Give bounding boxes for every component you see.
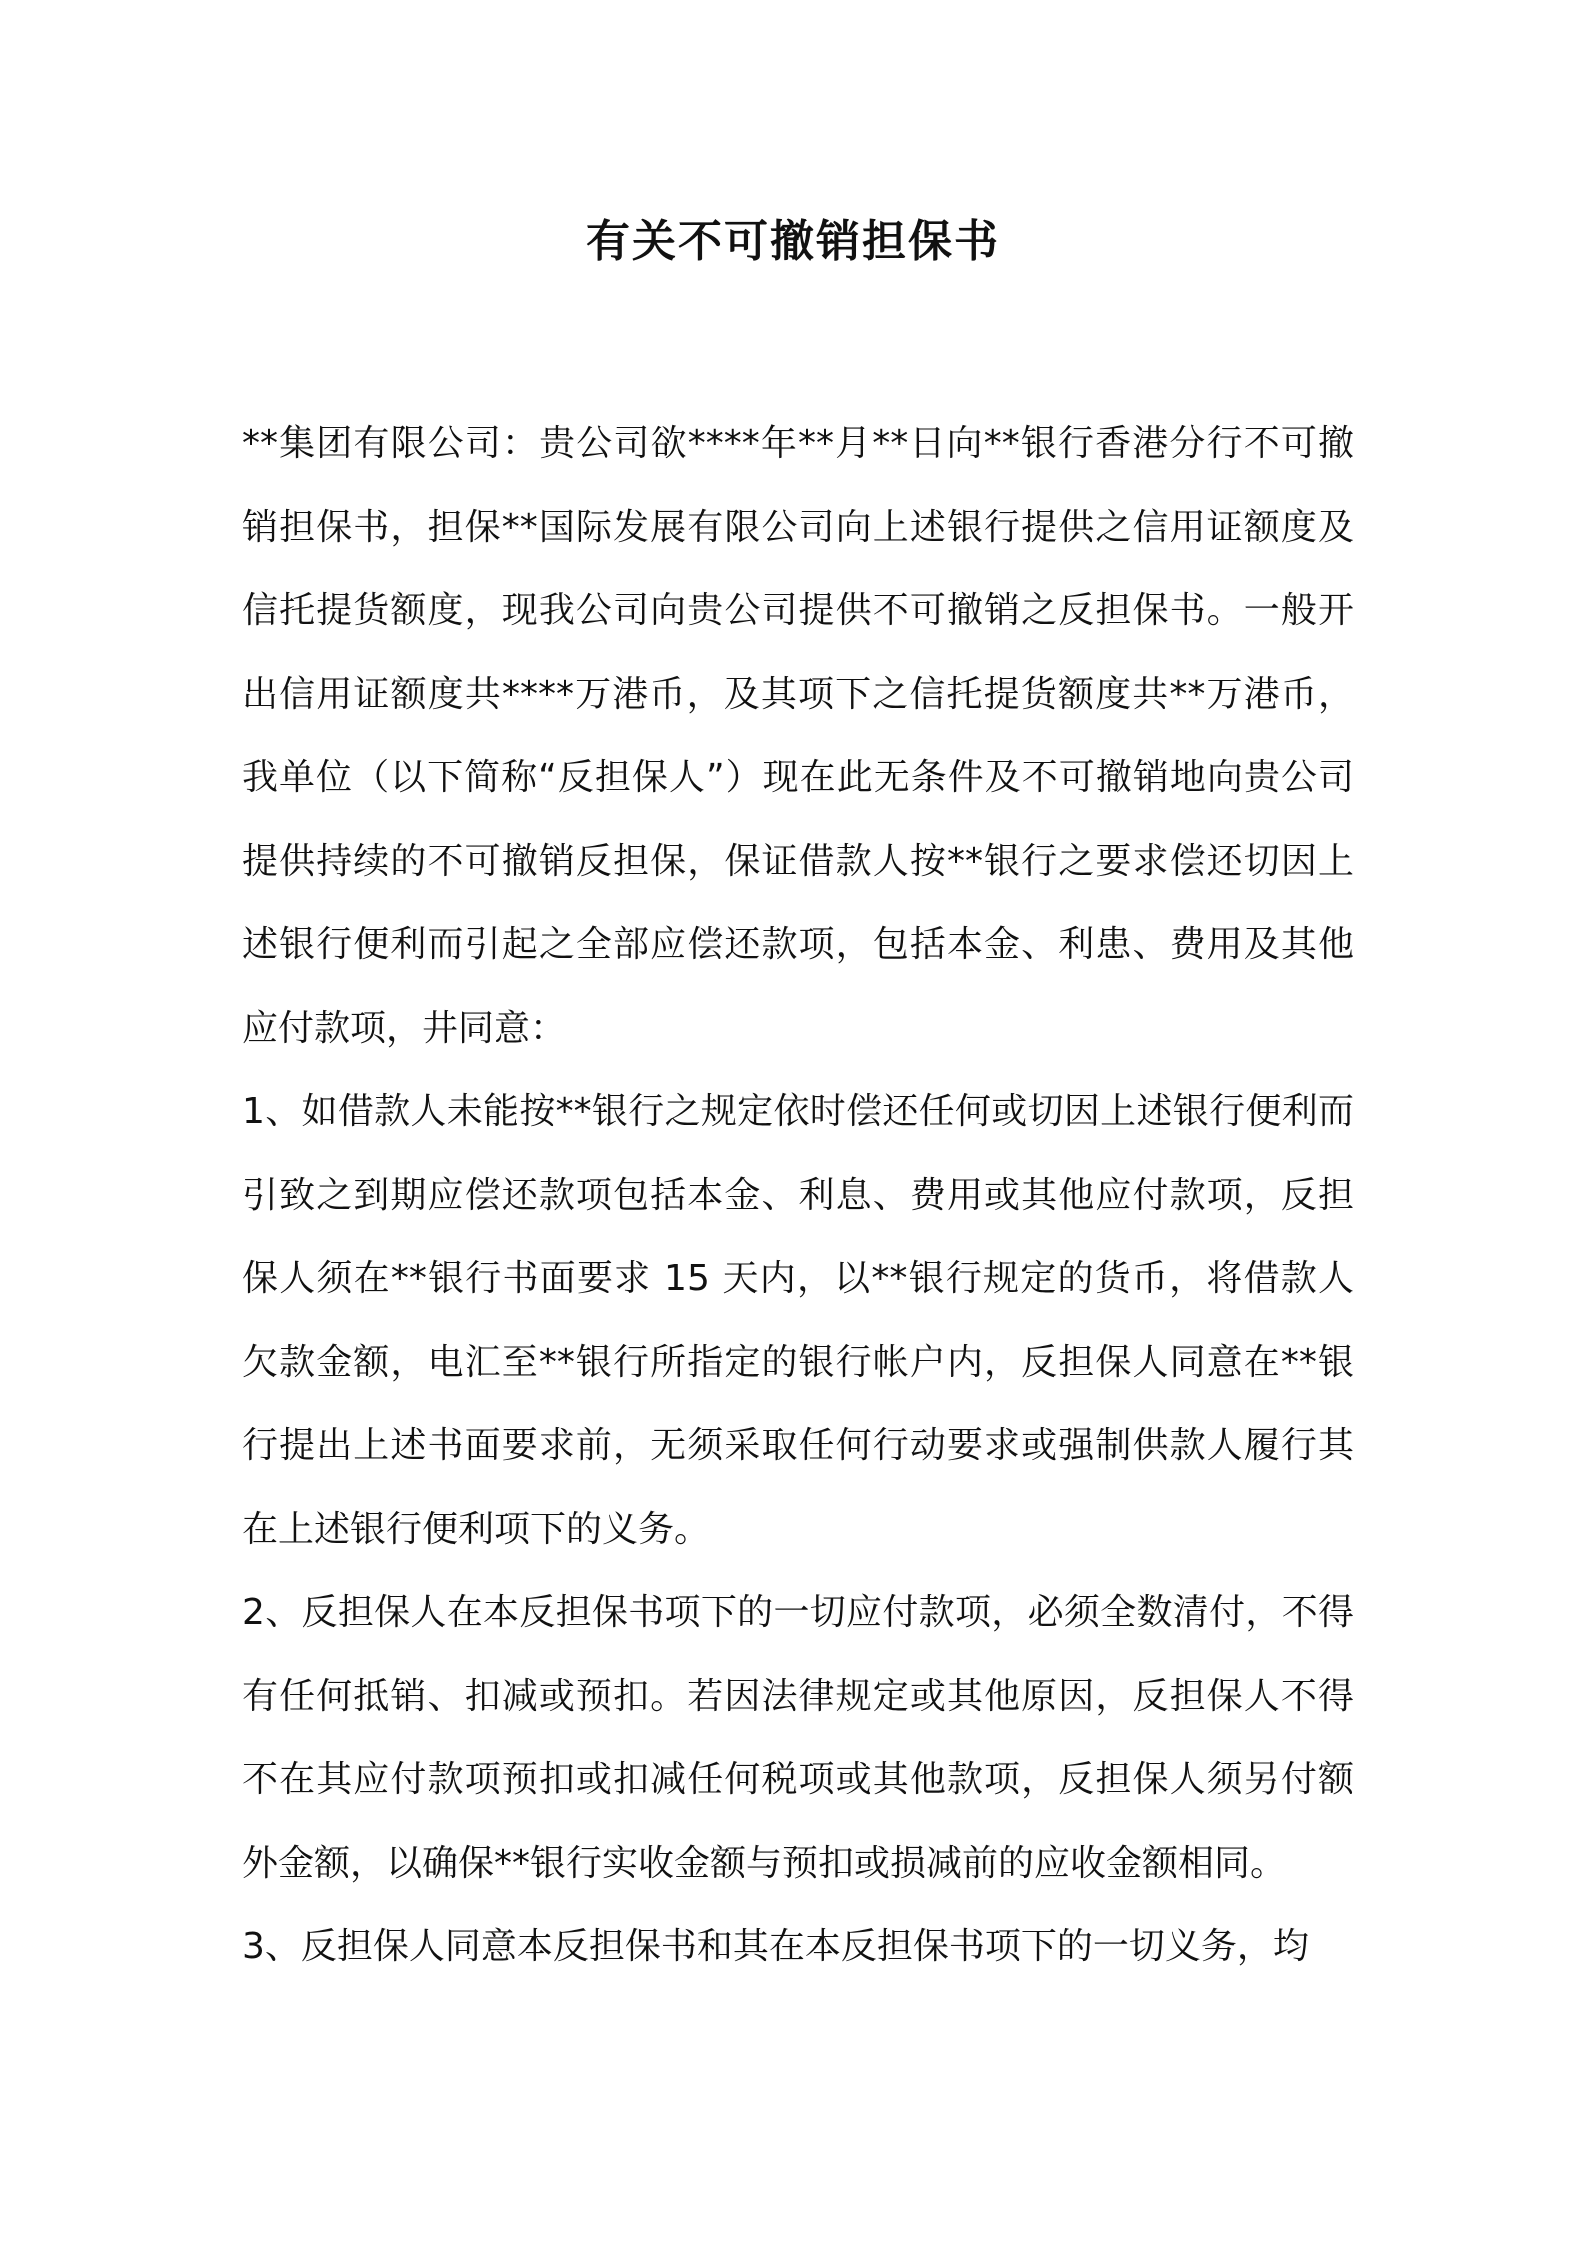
document-title: 有关不可撤销担保书 (586, 216, 1000, 267)
document-body (242, 402, 1354, 1989)
paragraph-intro: **集团有限公司：贵公司欲****年**月**日向**银行香港分行不可撤销担保书，担保**国际发展有限公司向上述银行提供之信用证额度及信托提货额度，现我公司向贵公司提供不可撤销之反担保书。一般开出信用证额度共****万港币，及其项下之信托提货额度共**万港币，我单位（以下简称“反担保人”）现在此无条件及不可撤销地向贵公司提供持续的不可撤销反担保，保证借款人按**银行之要求偿还切因上述银行便利而引起之全部应偿还款项，包括本金、利患、费用及其他应付款项，井同意： (242, 423, 1354, 1049)
paragraph-clause-1: 1、如借款人未能按**银行之规定依时偿还任何或切因上述银行便利而引致之到期应偿还款项包括本金、利息、费用或其他应付款项，反担保人须在**银行书面要求 15 天内，以**银行规定的货币，将借款人欠款金额，电汇至**银行所指定的银行帐户内，反担保人同意在**银行提出上述书面要求前，无须采取任何行动要求或强制供款人履行其在上述银行便利项下的义务。 (242, 1091, 1354, 1550)
paragraph-clause-3: 3、反担保人同意本反担保书和其在本反担保书项下的一切义务，均 (242, 1926, 1309, 1967)
paragraph-clause-2: 2、反担保人在本反担保书项下的一切应付款项，必须全数清付，不得有任何抵销、扣减或预扣。若因法律规定或其他原因，反担保人不得不在其应付款项预扣或扣减任何税项或其他款项，反担保人须另付额外金额，以确保**银行实收金额与预扣或损减前的应收金额相同。 (242, 1592, 1354, 1884)
